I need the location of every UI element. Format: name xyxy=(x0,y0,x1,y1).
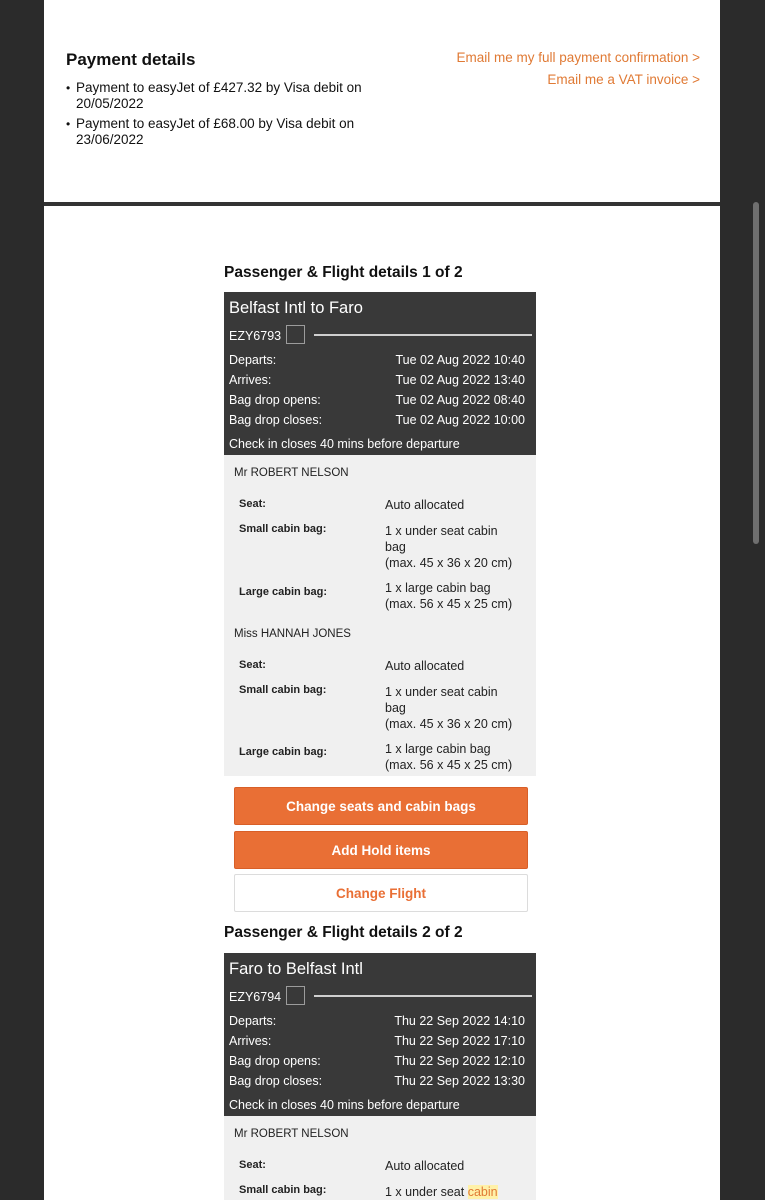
large-cabin-bag-value xyxy=(385,741,525,773)
payment-item: • Payment to easyJet of £427.32 by Visa debit on 20/05/2022 xyxy=(66,80,386,112)
small-cabin-bag-value xyxy=(385,1184,525,1200)
payment-details-title: Payment details xyxy=(66,50,196,69)
flight-status-box xyxy=(286,325,305,344)
change-flight-button[interactable]: Change Flight xyxy=(234,874,528,912)
flight-route: Faro to Belfast Intl xyxy=(229,960,363,978)
section-heading: Passenger & Flight details 2 of 2 xyxy=(224,924,463,941)
row-value: Thu 22 Sep 2022 17:10 xyxy=(394,1034,525,1048)
small-cabin-bag-label: Small cabin bag: xyxy=(239,523,327,535)
flight-route: Belfast Intl to Faro xyxy=(229,299,363,317)
value-line: 1 x under seat cabin xyxy=(385,524,498,538)
seat-label: Seat: xyxy=(239,498,266,510)
departs-row xyxy=(229,1014,525,1028)
row-value: Thu 22 Sep 2022 12:10 xyxy=(394,1054,525,1068)
section-heading: Passenger & Flight details 1 of 2 xyxy=(224,264,463,281)
seat-label: Seat: xyxy=(239,1159,266,1171)
email-payment-confirmation-link[interactable]: Email me my full payment confirmation > xyxy=(456,50,700,65)
small-cabin-bag-value xyxy=(385,684,525,732)
value-text: 1 x under seat xyxy=(385,1185,468,1199)
small-cabin-bag-value xyxy=(385,523,525,571)
small-cabin-bag-label: Small cabin bag: xyxy=(239,1184,327,1196)
seat-value: Auto allocated xyxy=(385,1159,465,1173)
value-line: bag xyxy=(385,540,406,554)
flight-card xyxy=(224,953,536,1116)
bag-drop-closes-row xyxy=(229,1074,525,1088)
flight-card xyxy=(224,292,536,455)
email-vat-invoice-link[interactable]: Email me a VAT invoice > xyxy=(547,72,700,87)
departs-row xyxy=(229,353,525,367)
bag-drop-opens-row xyxy=(229,1054,525,1068)
row-label: Arrives: xyxy=(229,1034,272,1048)
value-line: (max. 56 x 45 x 25 cm) xyxy=(385,758,513,772)
row-value: Tue 02 Aug 2022 08:40 xyxy=(395,393,525,407)
value-line: (max. 45 x 36 x 20 cm) xyxy=(385,556,513,570)
small-cabin-bag-label: Small cabin bag: xyxy=(239,684,327,696)
large-cabin-bag-label: Large cabin bag: xyxy=(239,746,328,758)
large-cabin-bag-label: Large cabin bag: xyxy=(239,586,328,598)
value-line: bag xyxy=(385,701,406,715)
seat-label: Seat: xyxy=(239,659,266,671)
passenger-list xyxy=(224,1116,536,1200)
passenger-name: Miss HANNAH JONES xyxy=(234,628,351,640)
passenger-name: Mr ROBERT NELSON xyxy=(234,467,349,479)
flight-path-line xyxy=(314,995,532,997)
arrives-row xyxy=(229,1034,525,1048)
row-label: Departs: xyxy=(229,1014,277,1028)
payment-item: • Payment to easyJet of £68.00 by Visa debit on 23/06/2022 xyxy=(66,116,386,148)
value-line: 1 x large cabin bag xyxy=(385,581,491,595)
bag-drop-closes-row xyxy=(229,413,525,427)
large-cabin-bag-value xyxy=(385,580,525,612)
row-label: Bag drop closes: xyxy=(229,1074,323,1088)
row-label: Bag drop opens: xyxy=(229,393,321,407)
value-line: 1 x large cabin bag xyxy=(385,742,491,756)
value-line: (max. 45 x 36 x 20 cm) xyxy=(385,717,513,731)
payment-list xyxy=(66,80,386,152)
change-seats-button[interactable]: Change seats and cabin bags xyxy=(234,787,528,825)
row-label: Arrives: xyxy=(229,373,272,387)
seat-value: Auto allocated xyxy=(385,498,465,512)
checkin-note: Check in closes 40 mins before departure xyxy=(229,1098,460,1112)
row-label: Bag drop opens: xyxy=(229,1054,321,1068)
add-hold-items-button[interactable]: Add Hold items xyxy=(234,831,528,869)
scrollbar-thumb[interactable] xyxy=(753,202,759,544)
highlighted-text: cabin xyxy=(467,1185,498,1199)
flight-path-line xyxy=(314,334,532,336)
passenger-list xyxy=(224,455,536,776)
value-line: (max. 56 x 45 x 25 cm) xyxy=(385,597,513,611)
row-value: Thu 22 Sep 2022 14:10 xyxy=(394,1014,525,1028)
bag-drop-opens-row xyxy=(229,393,525,407)
row-label: Departs: xyxy=(229,353,277,367)
row-value: Tue 02 Aug 2022 10:40 xyxy=(395,353,525,367)
value-line: 1 x under seat cabin xyxy=(385,685,498,699)
row-value: Thu 22 Sep 2022 13:30 xyxy=(394,1074,525,1088)
row-label: Bag drop closes: xyxy=(229,413,323,427)
seat-value: Auto allocated xyxy=(385,659,465,673)
arrives-row xyxy=(229,373,525,387)
row-value: Tue 02 Aug 2022 10:00 xyxy=(395,413,525,427)
flight-number: EZY6793 xyxy=(229,329,282,343)
flight-status-box xyxy=(286,986,305,1005)
passenger-name: Mr ROBERT NELSON xyxy=(234,1128,349,1140)
flight-number: EZY6794 xyxy=(229,990,282,1004)
checkin-note: Check in closes 40 mins before departure xyxy=(229,437,460,451)
row-value: Tue 02 Aug 2022 13:40 xyxy=(395,373,525,387)
